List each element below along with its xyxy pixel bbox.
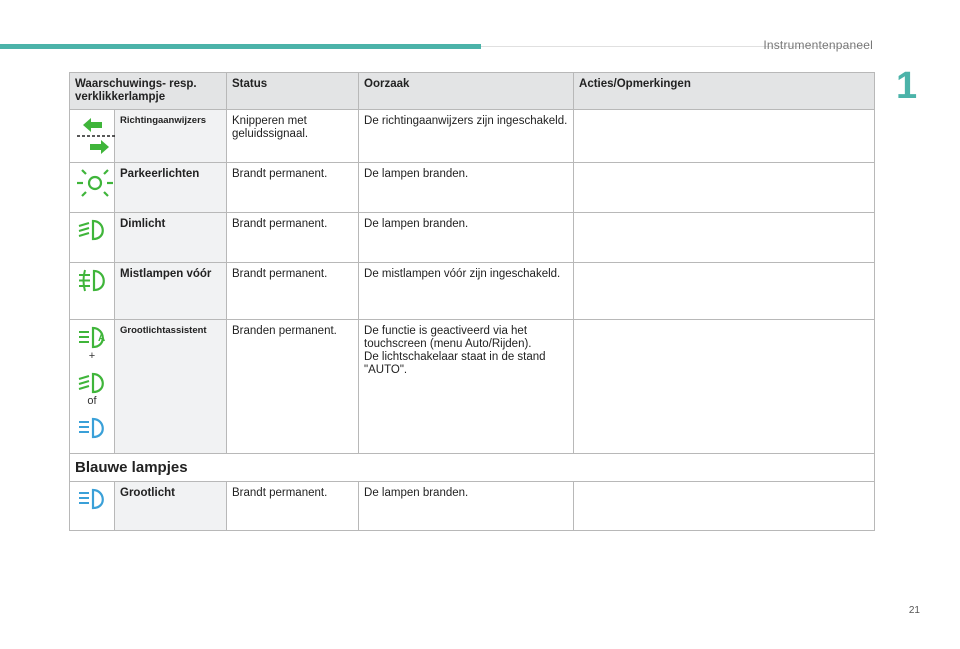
- column-header-status: Status: [227, 73, 359, 110]
- lamp-status: Branden permanent.: [227, 320, 359, 454]
- table-row: [70, 482, 875, 531]
- lamp-name: Parkeerlichten: [115, 163, 227, 213]
- lamp-cause: De functie is geactiveerd via het touchscreen (menu Auto/Rijden). De lichtschakelaar staat in de stand "AUTO".: [359, 320, 574, 454]
- page-number: 21: [908, 605, 920, 616]
- lamp-actions: [574, 482, 875, 531]
- blue-section-row: [70, 454, 875, 482]
- svg-text:A: A: [98, 333, 106, 344]
- lamp-status: Brandt permanent.: [227, 163, 359, 213]
- column-header-cause: Oorzaak: [359, 73, 574, 110]
- table-row: [70, 110, 875, 163]
- lamp-name: Dimlicht: [115, 213, 227, 263]
- lamp-actions: [574, 213, 875, 263]
- or-label: of: [87, 395, 97, 407]
- lamp-cause: De lampen branden.: [359, 213, 574, 263]
- table-row: [70, 163, 875, 213]
- column-header-actions: Acties/Opmerkingen: [574, 73, 875, 110]
- header-accent-bar: [0, 44, 481, 49]
- table-row: [70, 320, 875, 454]
- turn-signal-arrows-icon: [70, 110, 115, 163]
- parking-lights-icon: [70, 163, 115, 213]
- lamp-actions: [574, 163, 875, 213]
- table-header-row: [70, 73, 875, 110]
- main-beam-icon: [70, 482, 115, 531]
- lamp-cause: De lampen branden.: [359, 482, 574, 531]
- table-row: [70, 213, 875, 263]
- lamp-actions: [574, 320, 875, 454]
- lamp-actions: [574, 263, 875, 320]
- warning-lamps-table: [69, 72, 875, 531]
- lamp-cause: De mistlampen vóór zijn ingeschakeld.: [359, 263, 574, 320]
- lamp-status: Brandt permanent.: [227, 482, 359, 531]
- table-row: [70, 263, 875, 320]
- dipped-beam-icon: [75, 371, 111, 395]
- dipped-beam-icon: [70, 213, 115, 263]
- lamp-cause: De richtingaanwijzers zijn ingeschakeld.: [359, 110, 574, 163]
- lamp-name: Grootlicht: [115, 482, 227, 531]
- lamp-status: Brandt permanent.: [227, 213, 359, 263]
- lamp-status: Knipperen met geluidssignaal.: [227, 110, 359, 163]
- column-header-lamp: Waarschuwings- resp. verklikkerlampje: [70, 73, 227, 110]
- lamp-status: Brandt permanent.: [227, 263, 359, 320]
- lamp-actions: [574, 110, 875, 163]
- section-title: Instrumentenpaneel: [763, 38, 873, 52]
- blue-section-title: Blauwe lampjes: [70, 454, 875, 482]
- main-beam-icon: [75, 416, 111, 440]
- section-number: 1: [896, 65, 918, 107]
- front-fog-lamps-icon: [70, 263, 115, 320]
- high-beam-assist-icon-group: [70, 320, 115, 454]
- plus-sign: +: [88, 350, 96, 362]
- lamp-name: Grootlichtassistent: [115, 320, 227, 454]
- high-beam-assist-icon: [75, 326, 111, 350]
- lamp-cause: De lampen branden.: [359, 163, 574, 213]
- lamp-name: Richtingaanwijzers: [115, 110, 227, 163]
- lamp-name: Mistlampen vóór: [115, 263, 227, 320]
